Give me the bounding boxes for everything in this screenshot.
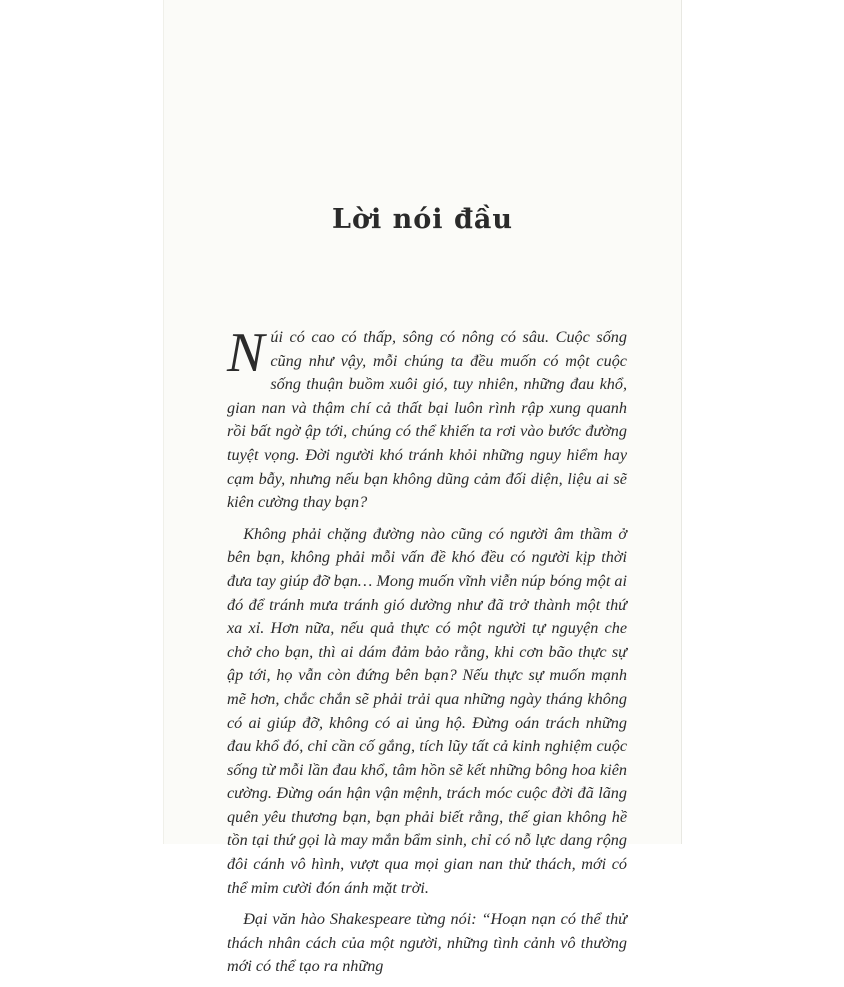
book-page xyxy=(163,0,682,976)
paragraph-1 xyxy=(227,322,627,515)
paragraph-3: Đại văn hào Shakespeare từng nói: “Hoạn nạn có thể thử thách nhân cách của một người, những tình cảnh vô thường mới có thể tạo ra những xyxy=(227,910,627,976)
chapter-title: Lời nói đầu xyxy=(332,204,513,235)
drop-cap: N xyxy=(227,322,265,384)
body-text xyxy=(227,322,627,987)
paragraph-1-text: úi có cao có thấp, sông có nông có sâu. Cuộc sống cũng như vậy, mỗi chúng ta đều muốn có một cuộc sống thuận buồm xuôi gió, tuy nhiên, những đau khổ, gian nan và thậm chí cả thất bại luôn rình rập xung quanh rồi bất ngờ ập tới, chúng có thể khiến ta rơi vào bước đường tuyệt vọng. Đời người khó tránh khỏi những nguy hiểm hay cạm bẫy, nhưng nếu bạn không dũng cảm đối diện, liệu ai sẽ kiên cường thay bạn? xyxy=(227,328,627,512)
paragraph-2: Không phải chặng đường nào cũng có người âm thầm ở bên bạn, không phải mỗi vấn đề khó đều có người kịp thời đưa tay giúp đỡ bạn… Mong muốn vĩnh viễn núp bóng một ai đó để tránh mưa tránh gió dường như đã trở thành một thứ xa xỉ. Hơn nữa, nếu quả thực có một người tự nguyện che chở cho bạn, thì ai dám đảm bảo rằng, khi cơn bão thực sự ập tới, họ vẫn còn đứng bên bạn? Nếu thực sự muốn mạnh mẽ hơn, chắc chắn sẽ phải trải qua những ngày tháng không có ai giúp đỡ, không có ai ủng hộ. Đừng oán trách những đau khổ đó, chỉ cần cố gắng, tích lũy tất cả kinh nghiệm cuộc sống từ mỗi lần đau khổ, tâm hồn sẽ kết những bông hoa kiên cường. Đừng oán hận vận mệnh, trách móc cuộc đời đã lãng quên yêu thương bạn, bạn phải biết rằng, thế gian không hề tồn tại thứ gọi là may mắn bẩm sinh, chỉ có nỗ lực dang rộng đôi cánh vô hình, vượt qua mọi gian nan thử thách, mới có thể mỉm cười đón ánh mặt trời. xyxy=(227,524,627,897)
